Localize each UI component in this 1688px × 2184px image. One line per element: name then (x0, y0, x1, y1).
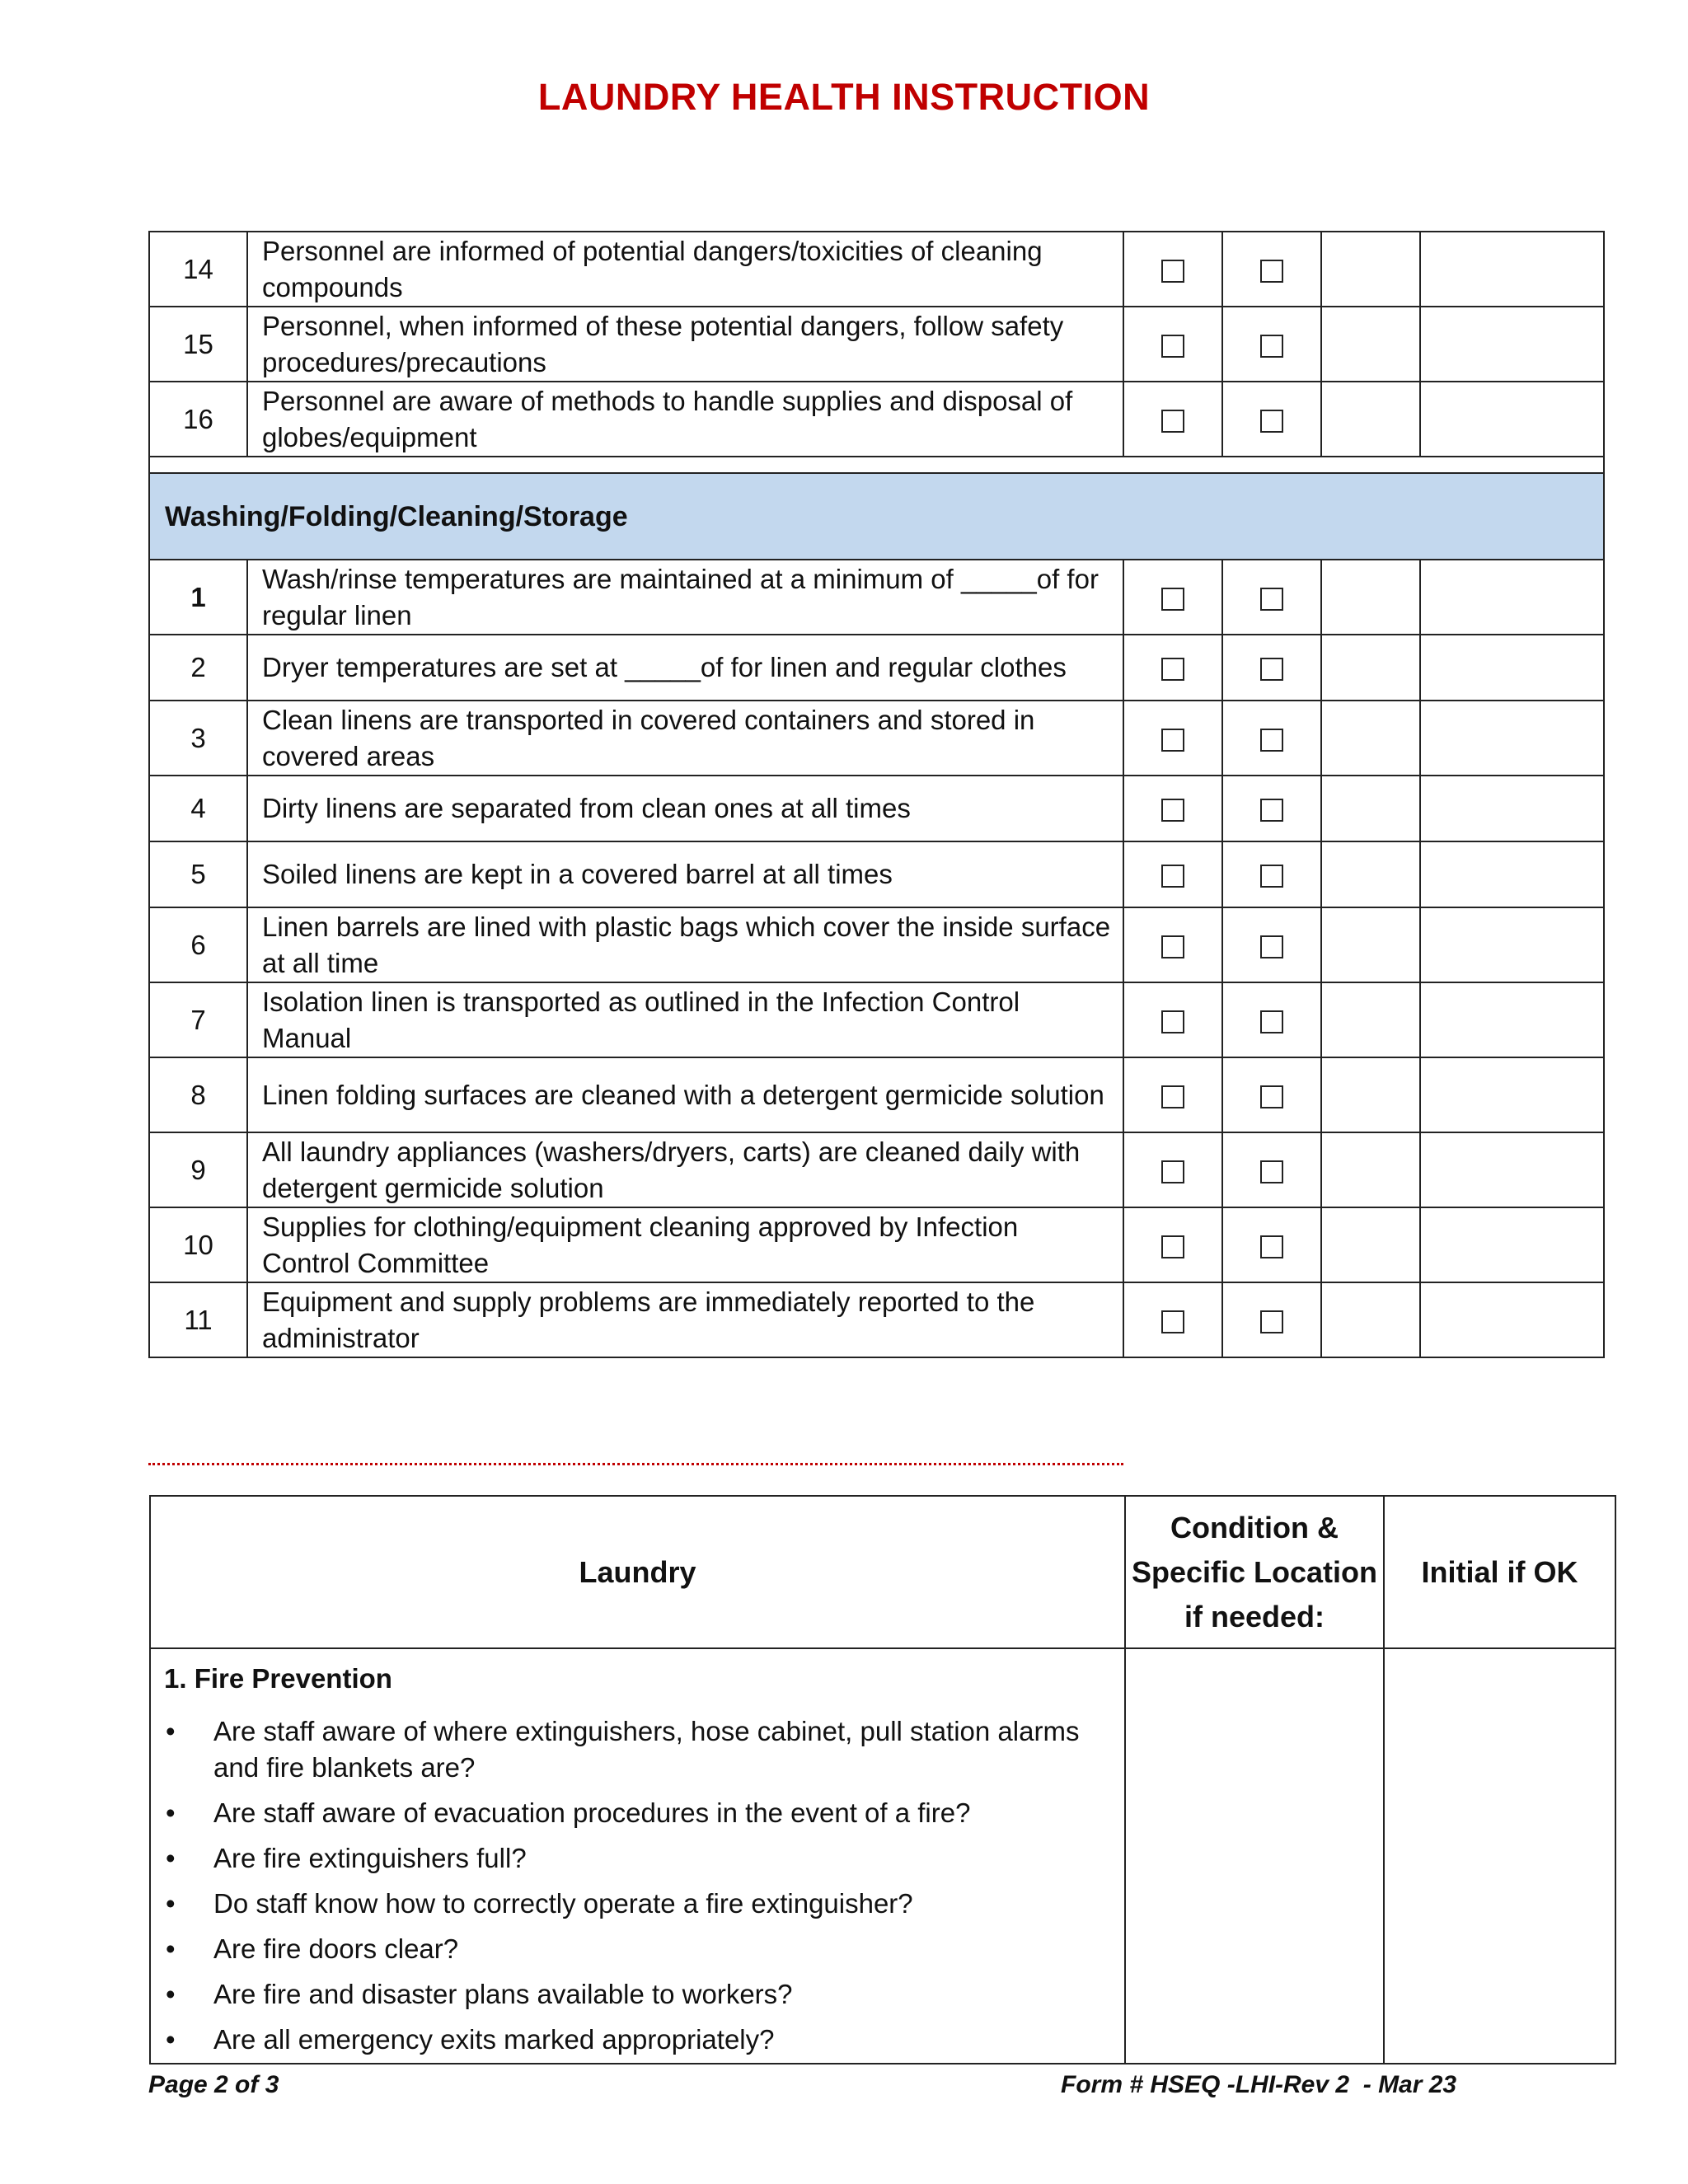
item-text: Linen folding surfaces are cleaned with a detergent germicide solution (247, 1057, 1123, 1132)
remarks-cell[interactable] (1420, 560, 1604, 635)
yes-checkbox-cell (1123, 1057, 1222, 1132)
checklist-row (149, 701, 1604, 776)
remarks-cell[interactable] (1420, 382, 1604, 457)
yes-checkbox-cell (1123, 701, 1222, 776)
yes-checkbox[interactable] (1161, 865, 1184, 888)
comment-cell[interactable] (1321, 232, 1420, 307)
no-checkbox[interactable] (1260, 260, 1283, 283)
remarks-cell[interactable] (1420, 307, 1604, 382)
remarks-cell[interactable] (1420, 841, 1604, 907)
item-text: Soiled linens are kept in a covered barrel at all times (247, 841, 1123, 907)
no-checkbox-cell (1222, 232, 1321, 307)
checklist-table (148, 231, 1605, 1358)
bullet-item: • Are staff aware of where extinguishers, hose cabinet, pull station alarms and fire blankets are? (164, 1713, 1116, 1786)
yes-checkbox[interactable] (1161, 729, 1184, 752)
remarks-cell[interactable] (1420, 701, 1604, 776)
condition-input-cell[interactable] (1125, 1648, 1384, 2064)
no-checkbox[interactable] (1260, 865, 1283, 888)
section-title: Washing/Folding/Cleaning/Storage (149, 473, 1604, 560)
comment-cell[interactable] (1321, 1132, 1420, 1207)
checklist-row (149, 1282, 1604, 1357)
yes-checkbox-cell (1123, 841, 1222, 907)
no-checkbox[interactable] (1260, 410, 1283, 433)
item-text: Dryer temperatures are set at _____of for linen and regular clothes (247, 635, 1123, 701)
item-text: Linen barrels are lined with plastic bags which cover the inside surface at all time (247, 907, 1123, 982)
item-number: 11 (149, 1282, 247, 1357)
yes-checkbox-cell (1123, 1207, 1222, 1282)
yes-checkbox[interactable] (1161, 588, 1184, 611)
yes-checkbox[interactable] (1161, 1160, 1184, 1183)
condition-header-line1: Condition & (1170, 1510, 1339, 1544)
no-checkbox-cell (1222, 1282, 1321, 1357)
no-checkbox[interactable] (1260, 1160, 1283, 1183)
fire-prevention-heading: 1. Fire Prevention (164, 1663, 392, 1694)
checklist-row (149, 907, 1604, 982)
yes-checkbox-cell (1123, 382, 1222, 457)
no-checkbox[interactable] (1260, 799, 1283, 822)
no-checkbox-cell (1222, 382, 1321, 457)
bullet-item: • Are fire doors clear? (164, 1931, 1116, 1967)
item-number: 4 (149, 776, 247, 841)
checklist-row (149, 382, 1604, 457)
comment-cell[interactable] (1321, 776, 1420, 841)
checklist-row (149, 635, 1604, 701)
checklist-row (149, 1207, 1604, 1282)
fire-prevention-list (164, 1713, 1116, 2058)
no-checkbox-cell (1222, 1132, 1321, 1207)
comment-cell[interactable] (1321, 1282, 1420, 1357)
item-text: Personnel are aware of methods to handle supplies and disposal of globes/equipment (247, 382, 1123, 457)
no-checkbox[interactable] (1260, 1310, 1283, 1333)
checklist-row (149, 560, 1604, 635)
bullet-item: • Are fire extinguishers full? (164, 1840, 1116, 1877)
no-checkbox[interactable] (1260, 335, 1283, 358)
no-checkbox[interactable] (1260, 729, 1283, 752)
item-number: 3 (149, 701, 247, 776)
no-checkbox-cell (1222, 635, 1321, 701)
yes-checkbox[interactable] (1161, 799, 1184, 822)
spacer-row (149, 457, 1604, 473)
no-checkbox-cell (1222, 841, 1321, 907)
no-checkbox-cell (1222, 1057, 1321, 1132)
remarks-cell[interactable] (1420, 1057, 1604, 1132)
item-text: Dirty linens are separated from clean ones at all times (247, 776, 1123, 841)
checklist-row (149, 776, 1604, 841)
no-checkbox-cell (1222, 776, 1321, 841)
no-checkbox[interactable] (1260, 1235, 1283, 1258)
remarks-cell[interactable] (1420, 907, 1604, 982)
yes-checkbox-cell (1123, 982, 1222, 1057)
item-text: All laundry appliances (washers/dryers, carts) are cleaned daily with detergent germicide solution (247, 1132, 1123, 1207)
no-checkbox[interactable] (1260, 1085, 1283, 1108)
item-number: 8 (149, 1057, 247, 1132)
condition-header (1125, 1496, 1384, 1648)
comment-cell[interactable] (1321, 307, 1420, 382)
item-text: Wash/rinse temperatures are maintained at a minimum of _____of for regular linen (247, 560, 1123, 635)
item-text: Clean linens are transported in covered containers and stored in covered areas (247, 701, 1123, 776)
comment-cell[interactable] (1321, 560, 1420, 635)
no-checkbox-cell (1222, 1207, 1321, 1282)
comment-cell[interactable] (1321, 635, 1420, 701)
yes-checkbox[interactable] (1161, 335, 1184, 358)
comment-cell[interactable] (1321, 1207, 1420, 1282)
remarks-cell[interactable] (1420, 635, 1604, 701)
bullet-item: • Are fire and disaster plans available to workers? (164, 1976, 1116, 2013)
checklist-row (149, 1057, 1604, 1132)
comment-cell[interactable] (1321, 701, 1420, 776)
checklist-row (149, 232, 1604, 307)
item-number: 5 (149, 841, 247, 907)
yes-checkbox[interactable] (1161, 658, 1184, 681)
yes-checkbox-cell (1123, 1282, 1222, 1357)
item-text: Equipment and supply problems are immediately reported to the administrator (247, 1282, 1123, 1357)
remarks-cell[interactable] (1420, 1282, 1604, 1357)
no-checkbox-cell (1222, 307, 1321, 382)
condition-header-line3: if needed: (1184, 1599, 1325, 1633)
yes-checkbox-cell (1123, 907, 1222, 982)
item-number: 16 (149, 382, 247, 457)
comment-cell[interactable] (1321, 382, 1420, 457)
condition-header-line2: Specific Location (1131, 1554, 1378, 1589)
comment-cell[interactable] (1321, 1057, 1420, 1132)
comment-cell[interactable] (1321, 982, 1420, 1057)
item-text: Isolation linen is transported as outlined in the Infection Control Manual (247, 982, 1123, 1057)
item-number: 9 (149, 1132, 247, 1207)
item-number: 10 (149, 1207, 247, 1282)
checklist-row (149, 307, 1604, 382)
initial-input-cell[interactable] (1384, 1648, 1615, 2064)
yes-checkbox[interactable] (1161, 1235, 1184, 1258)
item-number: 6 (149, 907, 247, 982)
remarks-cell[interactable] (1420, 1207, 1604, 1282)
bullet-item: • Are staff aware of evacuation procedures in the event of a fire? (164, 1795, 1116, 1831)
no-checkbox-cell (1222, 907, 1321, 982)
section-header-row (149, 473, 1604, 560)
item-text: Personnel are informed of potential dangers/toxicities of cleaning compounds (247, 232, 1123, 307)
item-number: 1 (149, 560, 247, 635)
form-number: Form # HSEQ -LHI-Rev 2 - Mar 23 (1061, 2071, 1457, 2098)
checklist-row (149, 982, 1604, 1057)
remarks-cell[interactable] (1420, 982, 1604, 1057)
yes-checkbox[interactable] (1161, 260, 1184, 283)
no-checkbox[interactable] (1260, 1010, 1283, 1033)
yes-checkbox[interactable] (1161, 410, 1184, 433)
no-checkbox[interactable] (1260, 588, 1283, 611)
no-checkbox-cell (1222, 560, 1321, 635)
checklist-row (149, 1132, 1604, 1207)
yes-checkbox-cell (1123, 560, 1222, 635)
bullet-item: • Are all emergency exits marked appropriately? (164, 2022, 1116, 2058)
laundry-header: Laundry (150, 1496, 1125, 1648)
fire-prevention-cell (150, 1648, 1125, 2064)
item-text: Supplies for clothing/equipment cleaning approved by Infection Control Committee (247, 1207, 1123, 1282)
remarks-cell[interactable] (1420, 232, 1604, 307)
no-checkbox[interactable] (1260, 935, 1283, 958)
remarks-cell[interactable] (1420, 776, 1604, 841)
yes-checkbox[interactable] (1161, 1310, 1184, 1333)
page-number: Page 2 of 3 (148, 2071, 279, 2098)
no-checkbox-cell (1222, 701, 1321, 776)
yes-checkbox[interactable] (1161, 1010, 1184, 1033)
yes-checkbox-cell (1123, 776, 1222, 841)
bullet-item: • Do staff know how to correctly operate a fire extinguisher? (164, 1886, 1116, 1922)
comment-cell[interactable] (1321, 907, 1420, 982)
yes-checkbox-cell (1123, 307, 1222, 382)
comment-cell[interactable] (1321, 841, 1420, 907)
page-title: LAUNDRY HEALTH INSTRUCTION (537, 76, 1151, 118)
item-number: 15 (149, 307, 247, 382)
item-text: Personnel, when informed of these potential dangers, follow safety procedures/precautions (247, 307, 1123, 382)
no-checkbox[interactable] (1260, 658, 1283, 681)
checklist-row (149, 841, 1604, 907)
yes-checkbox-cell (1123, 232, 1222, 307)
yes-checkbox-cell (1123, 635, 1222, 701)
item-number: 7 (149, 982, 247, 1057)
yes-checkbox[interactable] (1161, 935, 1184, 958)
remarks-cell[interactable] (1420, 1132, 1604, 1207)
item-number: 2 (149, 635, 247, 701)
item-number: 14 (149, 232, 247, 307)
dotted-divider (148, 1463, 1123, 1465)
no-checkbox-cell (1222, 982, 1321, 1057)
initial-header: Initial if OK (1384, 1496, 1615, 1648)
laundry-table (149, 1495, 1616, 2064)
yes-checkbox[interactable] (1161, 1085, 1184, 1108)
yes-checkbox-cell (1123, 1132, 1222, 1207)
